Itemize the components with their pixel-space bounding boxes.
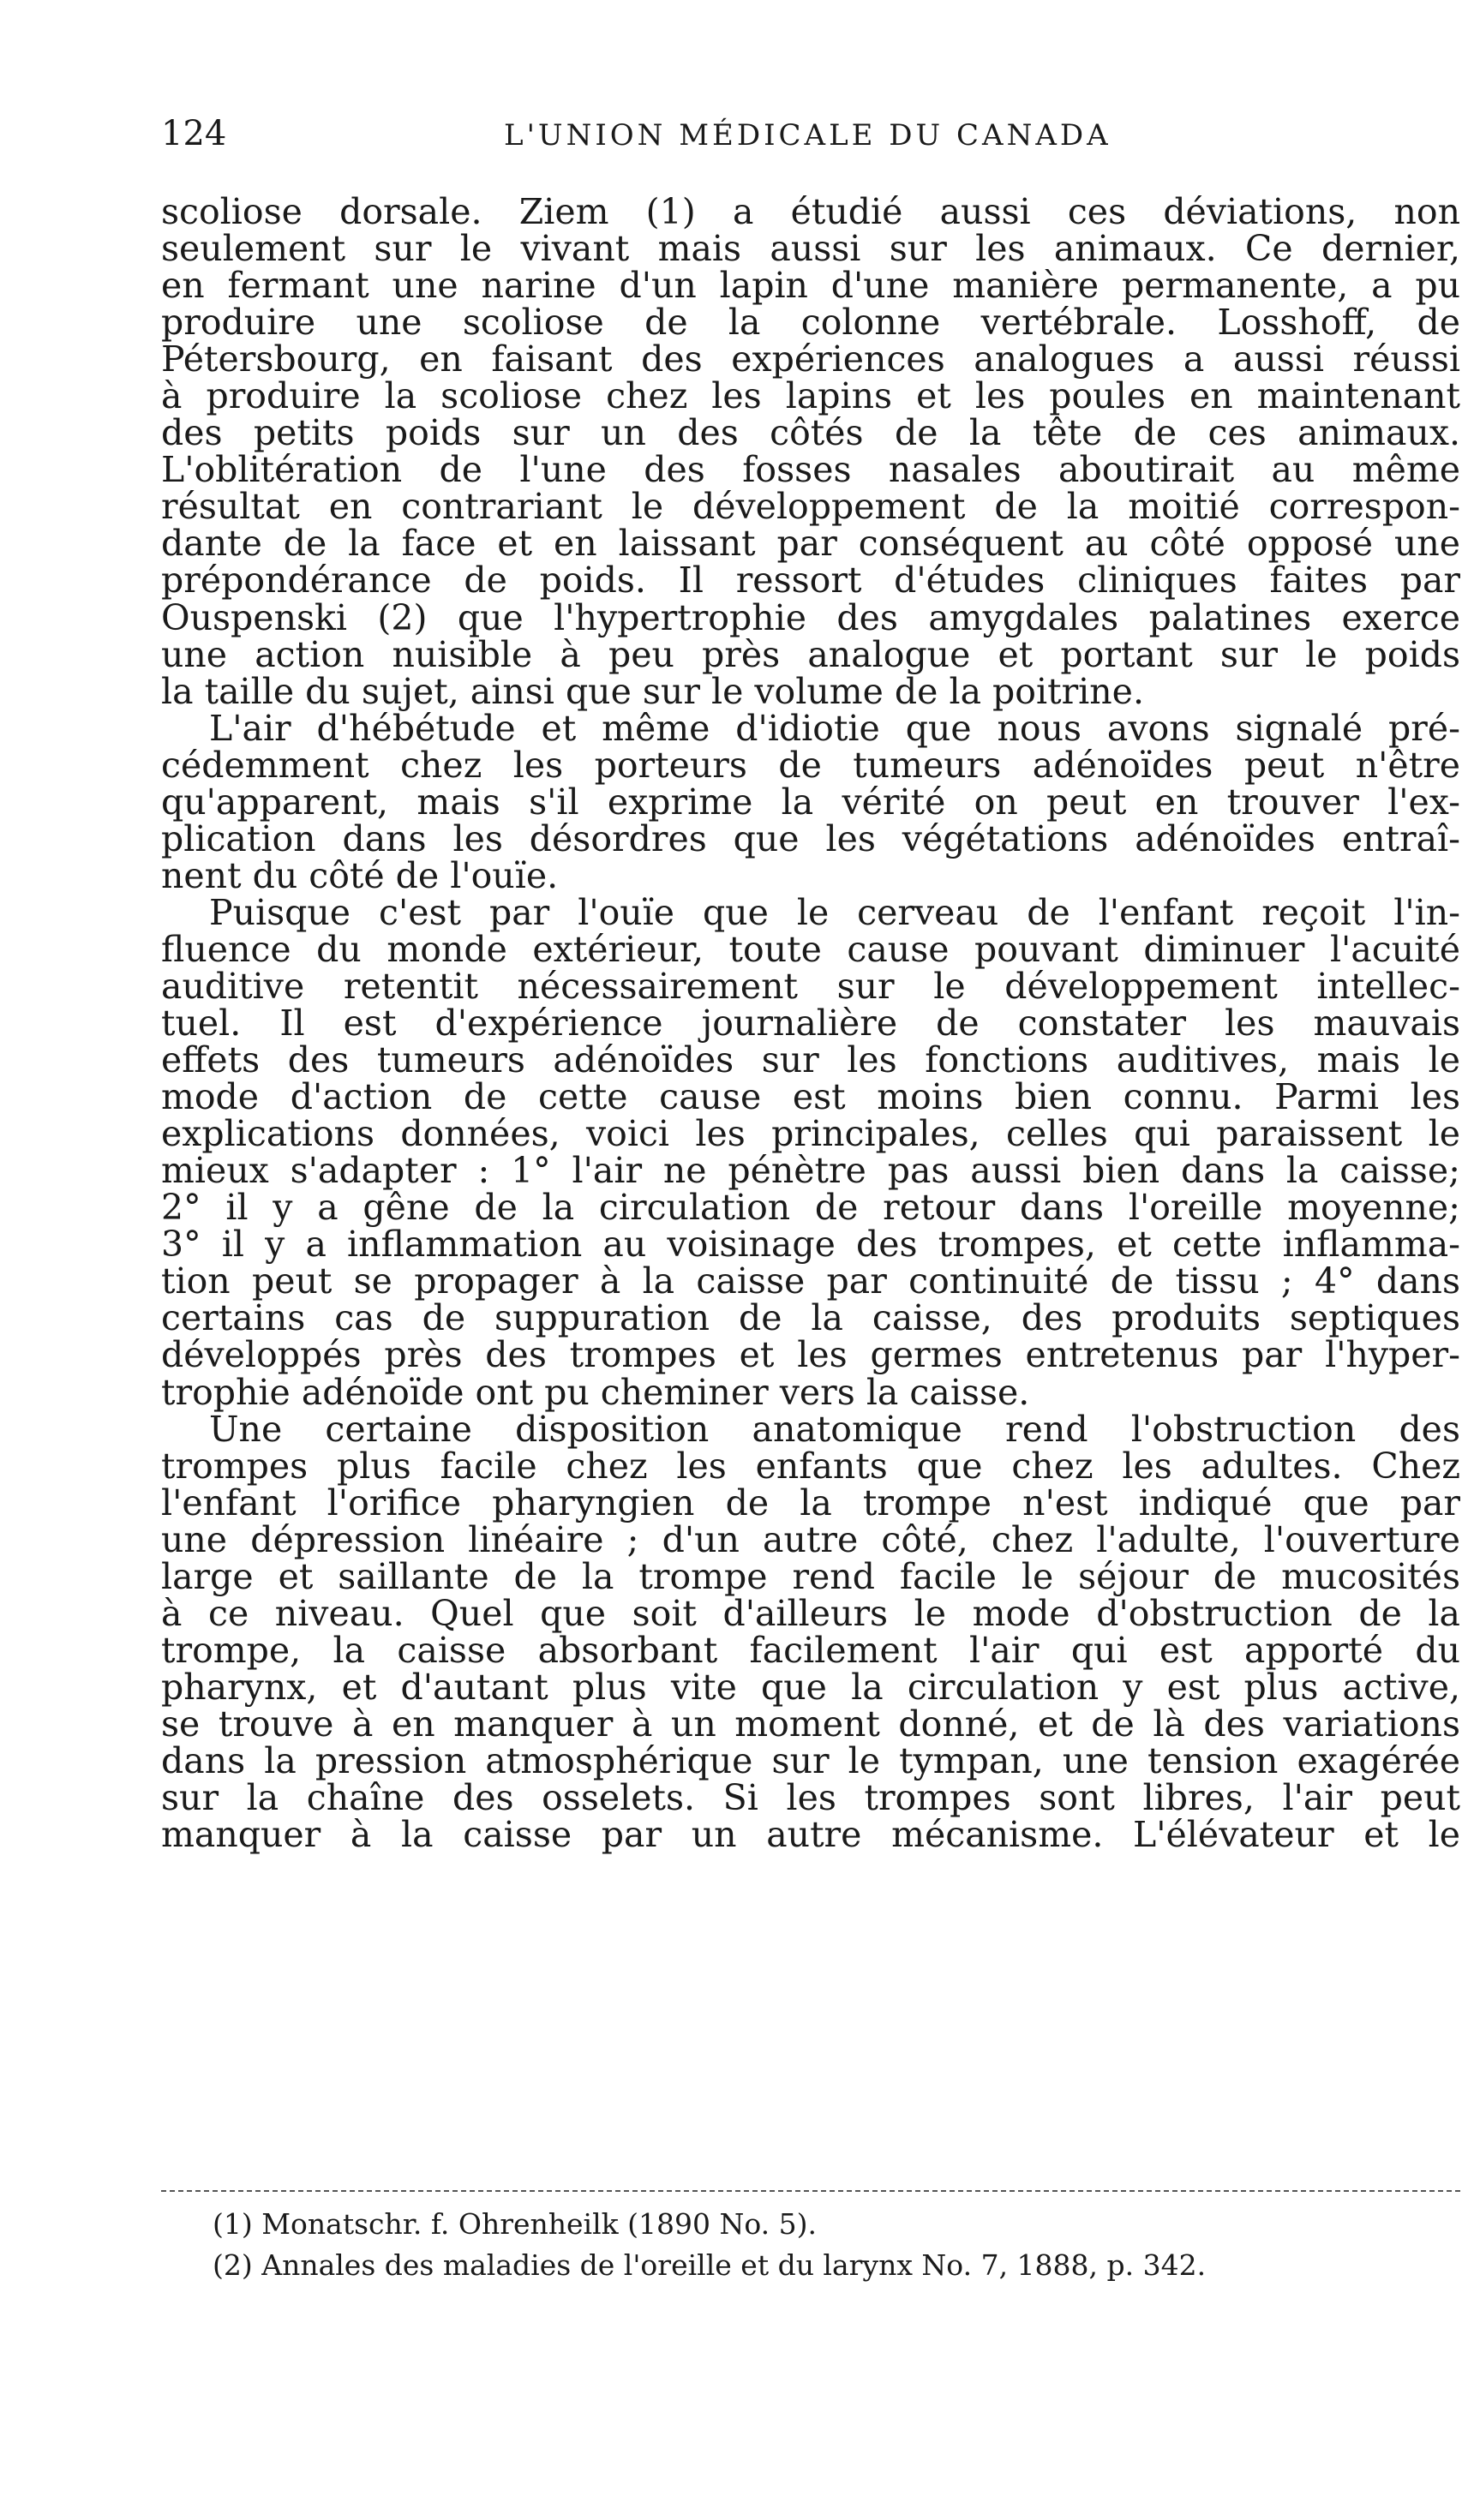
text-line: trophie adénoïde ont pu cheminer vers la caisse. bbox=[161, 1371, 1030, 1413]
text-line: tion peut se propager à la caisse par continuité de tissu ; 4° dans bbox=[161, 1260, 1460, 1302]
text-line: qu'apparent, mais s'il exprime la vérité on peut en trouver l'ex- bbox=[161, 781, 1460, 823]
text-line: nent du côté de l'ouïe. bbox=[161, 854, 559, 896]
text-line: Ouspenski (2) que l'hypertrophie des amygdales palatines exerce bbox=[161, 596, 1460, 638]
text-line: Pétersbourg, en faisant des expériences analogues a aussi réussi bbox=[161, 338, 1460, 380]
text-line: scoliose dorsale. Ziem (1) a étudié aussi ces déviations, non bbox=[161, 191, 1460, 232]
text-line: développés près des trompes et les germes entretenus par l'hyper- bbox=[161, 1334, 1460, 1376]
text-line: large et saillante de la trompe rend facile le séjour de mucosités bbox=[161, 1555, 1460, 1597]
text-line: prépondérance de poids. Il ressort d'études cliniques faites par bbox=[161, 560, 1460, 602]
footnote: (1) Monatschr. f. Ohrenheilk (1890 No. 5). bbox=[213, 2207, 817, 2241]
footnotes bbox=[213, 2204, 1412, 2286]
page-number: 124 bbox=[161, 114, 227, 153]
text-line: à ce niveau. Quel que soit d'ailleurs le mode d'obstruction de la bbox=[161, 1592, 1460, 1634]
text-line: une dépression linéaire ; d'un autre côté, chez l'adulte, l'ouverture bbox=[161, 1518, 1460, 1560]
text-line: à produire la scoliose chez les lapins et les poules en maintenant bbox=[161, 375, 1460, 417]
text-line: la taille du sujet, ainsi que sur le volume de la poitrine. bbox=[161, 670, 1144, 712]
text-line: 3° il y a inflammation au voisinage des trompes, et cette inflamma- bbox=[161, 1224, 1460, 1266]
running-title: L'UNION MÉDICALE DU CANADA bbox=[504, 118, 1111, 153]
text-line: L'air d'hébétude et même d'idiotie que nous avons signalé pré- bbox=[209, 707, 1460, 749]
text-line: en fermant une narine d'un lapin d'une manière permanente, a pu bbox=[161, 265, 1460, 307]
footnote: (2) Annales des maladies de l'oreille et du larynx No. 7, 1888, p. 342. bbox=[213, 2248, 1207, 2282]
text-line: cédemment chez les porteurs de tumeurs adénoïdes peut n'être bbox=[161, 744, 1460, 786]
text-line: manquer à la caisse par un autre mécanisme. L'élévateur et le bbox=[161, 1814, 1460, 1856]
text-line: certains cas de suppuration de la caisse, des produits septiques bbox=[161, 1297, 1460, 1339]
text-line: Une certaine disposition anatomique rend l'obstruction des bbox=[209, 1408, 1460, 1450]
text-line: pharynx, et d'autant plus vite que la circulation y est plus active, bbox=[161, 1666, 1460, 1708]
page-header bbox=[161, 110, 1460, 170]
text-line: des petits poids sur un des côtés de la tête de ces animaux. bbox=[161, 412, 1460, 454]
text-line: 2° il y a gêne de la circulation de retour dans l'oreille moyenne; bbox=[161, 1187, 1460, 1229]
text-line: fluence du monde extérieur, toute cause pouvant diminuer l'acuité bbox=[161, 928, 1460, 970]
text-line: trompes plus facile chez les enfants que chez les adultes. Chez bbox=[161, 1445, 1460, 1487]
text-line: dans la pression atmosphérique sur le tympan, une tension exagérée bbox=[161, 1739, 1460, 1781]
text-line: Puisque c'est par l'ouïe que le cerveau de l'enfant reçoit l'in- bbox=[209, 891, 1460, 933]
text-line: trompe, la caisse absorbant facilement l'air qui est apporté du bbox=[161, 1629, 1460, 1671]
footnote-rule bbox=[161, 2190, 1460, 2192]
text-line: auditive retentit nécessairement sur le développement intellec- bbox=[161, 965, 1460, 1007]
text-line: effets des tumeurs adénoïdes sur les fonctions auditives, mais le bbox=[161, 1039, 1460, 1081]
text-line: dante de la face et en laissant par conséquent au côté opposé une bbox=[161, 523, 1460, 565]
body-text bbox=[161, 191, 1460, 1856]
text-line: résultat en contrariant le développement de la moitié correspon- bbox=[161, 486, 1460, 528]
text-line: plication dans les désordres que les végétations adénoïdes entraî- bbox=[161, 817, 1460, 859]
text-line: une action nuisible à peu près analogue et portant sur le poids bbox=[161, 633, 1460, 675]
text-line: seulement sur le vivant mais aussi sur les animaux. Ce dernier, bbox=[161, 228, 1460, 270]
text-line: produire une scoliose de la colonne vertébrale. Losshoff, de bbox=[161, 302, 1460, 344]
text-line: l'enfant l'orifice pharyngien de la trompe n'est indiqué que par bbox=[161, 1481, 1460, 1523]
text-line: mode d'action de cette cause est moins bien connu. Parmi les bbox=[161, 1076, 1460, 1118]
text-line: L'oblitération de l'une des fosses nasales aboutirait au même bbox=[161, 449, 1460, 491]
text-line: se trouve à en manquer à un moment donné, et de là des variations bbox=[161, 1703, 1460, 1745]
text-line: sur la chaîne des osselets. Si les trompes sont libres, l'air peut bbox=[161, 1777, 1460, 1819]
text-line: mieux s'adapter : 1° l'air ne pénètre pas aussi bien dans la caisse; bbox=[161, 1150, 1460, 1192]
text-line: tuel. Il est d'expérience journalière de constater les mauvais bbox=[161, 1003, 1460, 1045]
text-line: explications données, voici les principales, celles qui paraissent le bbox=[161, 1113, 1460, 1155]
